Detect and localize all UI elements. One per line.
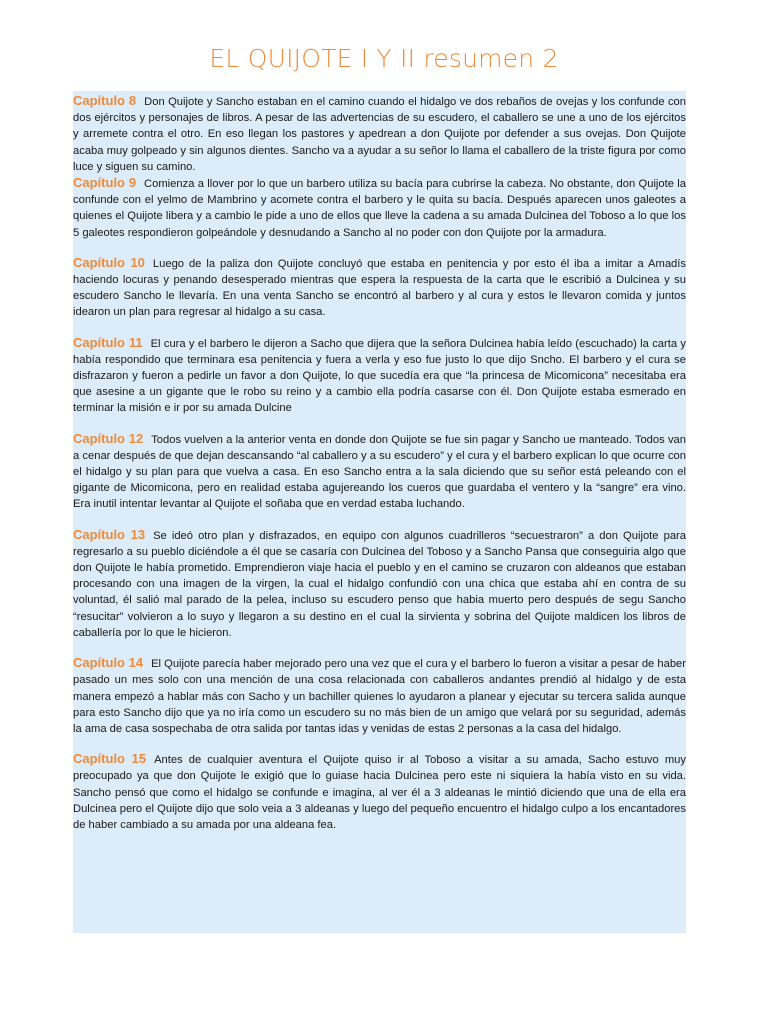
chapter-9 (73, 175, 686, 241)
chapter-heading: Capítulo 11 (73, 334, 143, 350)
chapter-text: Todos vuelven a la anterior venta en donde don Quijote se fue sin pagar y Sancho ue manteado. Todos van a cenar después de que dejan descansando “al caballero y a su escudero” y el cura y el barbero explican lo que ocurre con el hidalgo y su plan para que vuelva a casa. En eso Sancho entra a la sala diciendo que su señor está peleando con el gigante de Micomicona, pero en realidad estaba agujereando los cueros que guardaba el ventero y la “sangre” era vino. Era inutil intentar levantar al Quijote el soñaba que en verdad estaba luchando. (73, 433, 686, 511)
chapter-text: Don Quijote y Sancho estaban en el camino cuando el hidalgo ve dos rebaños de ovejas y los confunde con dos ejércitos y personajes de libros. A pesar de las advertencias de su escudero, el caballero se une a uno de los ejércitos y arremete contra el otro. En eso llegan los pastores y apedrean a don Quijote por defender a sus ovejas. Don Quijote acaba muy golpeado y sin algunos dientes. Sancho va a ayudar a su señor lo llama el caballero de la triste figura por como luce y siguen su camino. (73, 96, 686, 173)
chapter-text: Antes de cualquier aventura el Quijote quiso ir al Toboso a visitar a su amada, Sacho estuvo muy preocupado ya que don Quijote le exigió que lo guiase hacia Dulcinea pero este ni siquiera la había visto en su vida. Sancho pensó que como el hidalgo se confunde e imagina, al ver él a 3 aldeanas le mintió diciendo que una de ella era Dulcinea pero el Quijote dijo que solo veia a 3 aldeanas y luego del pequeño encuentro el hidalgo culpo a los encantadores de haber cambiado a su amada por una aldeana fea. (73, 754, 686, 831)
chapter-heading: Capítulo 10 (73, 254, 145, 270)
chapter-heading: Capítulo 13 (73, 526, 146, 542)
document-title: EL QUIJOTE I Y II resumen 2 (209, 44, 559, 73)
chapter-text: Se ideó otro plan y disfrazados, en equipo con algunos cuadrilleros “secuestraron” a don Quijote para regresarlo a su pueblo diciéndole a él que se casaría con Dulcinea del Toboso y a Sancho Pansa que conseguiria algo que don Quijote le había prometido. Emprendieron viaje hacia el pueblo y en el camino se cruzaron con aldeanos que estaban procesando con una imagen de la virgen, la cual el hidalgo confundió con una chica que estaba ahí en contra de su voluntad, él salió mal parado de la pelea, incluso su escudero penso que habia muerto pero después de segu Sancho “resucitar” volvieron a lo suyo y llegaron a su destino en el cual la sirvienta y sobrina del Quijote maldicen los libros de caballería por lo que le hicieron. (73, 529, 686, 639)
chapter-heading: Capítulo 9 (73, 175, 137, 191)
chapter-text: Luego de la paliza don Quijote concluyó que estaba en penitencia y por esto él iba a imitar a Amadís haciendo locuras y penando desesperado mientras que espera la respuesta de la carta que le escribió a Dulcinea y su escudero Sancho le llevaría. En una venta Sancho se encontró al barbero y al cura y estos le llevaron comida y juntos idearon un plan para regresar al hidalgo a su casa. (73, 257, 686, 319)
chapter-heading: Capítulo 8 (73, 93, 137, 108)
chapter-8 (73, 93, 686, 175)
chapter-12 (73, 431, 686, 513)
chapter-text: El Quijote parecía haber mejorado pero una vez que el cura y el barbero lo fueron a visitar a pesar de haber pasado un mes solo con una mención de una cosa relacionada con caballeros andantes prendió al hidalgo y de esta manera empezó a hablar más con Sacho y un bachiller quienes lo ayudaron a planear y ejecutar su tercera salida aunque para esto Sancho dijo que ya no iría como un escudero su no más bien de un amigo que velará por su seguridad, además la ama de casa sospechaba de otra salida por tantas idas y venidas de estas 2 personas a la casa del hidalgo. (73, 658, 686, 735)
chapter-heading: Capítulo 15 (73, 751, 147, 767)
summary-content (73, 91, 686, 933)
chapter-13 (73, 527, 686, 641)
chapter-heading: Capítulo 12 (73, 430, 144, 446)
chapter-14 (73, 655, 686, 737)
chapter-11 (73, 335, 686, 417)
chapter-10 (73, 255, 686, 321)
chapter-text: Comienza a llover por lo que un barbero utiliza su bacía para cubrirse la cabeza. No obstante, don Quijote la confunde con el yelmo de Mambrino y acomete contra el barbero y le quita su bacía. Después aparecen unos galeotes a quienes el Quijote libera y a cambio le pide a uno de ellos que lleve la cadena a su amada Dulcinea del Toboso a lo que los 5 galeotes respondieron golpeándole y desnudando a Sancho al no poder con don Quijote por la armadura. (73, 178, 686, 239)
chapter-text: El cura y el barbero le dijeron a Sacho que dijera que la señora Dulcinea había leído (escuchado) la carta y había respondido que terminara esa penitencia y fuera a verla y eso fue justo lo que dijo Sncho. El barbero y el cura se disfrazaron y fueron a pedirle un favor a don Quijote, lo que sucedía era que “la princesa de Micomicona” necesitaba era que asesine a un gigante que le robo su reino y a cambio ella podría casarse con él. Don Quijote estaba esmerado en terminar la misión e ir por su amada Dulcine (73, 337, 686, 415)
chapter-15 (73, 751, 686, 833)
chapter-heading: Capítulo 14 (73, 655, 144, 671)
